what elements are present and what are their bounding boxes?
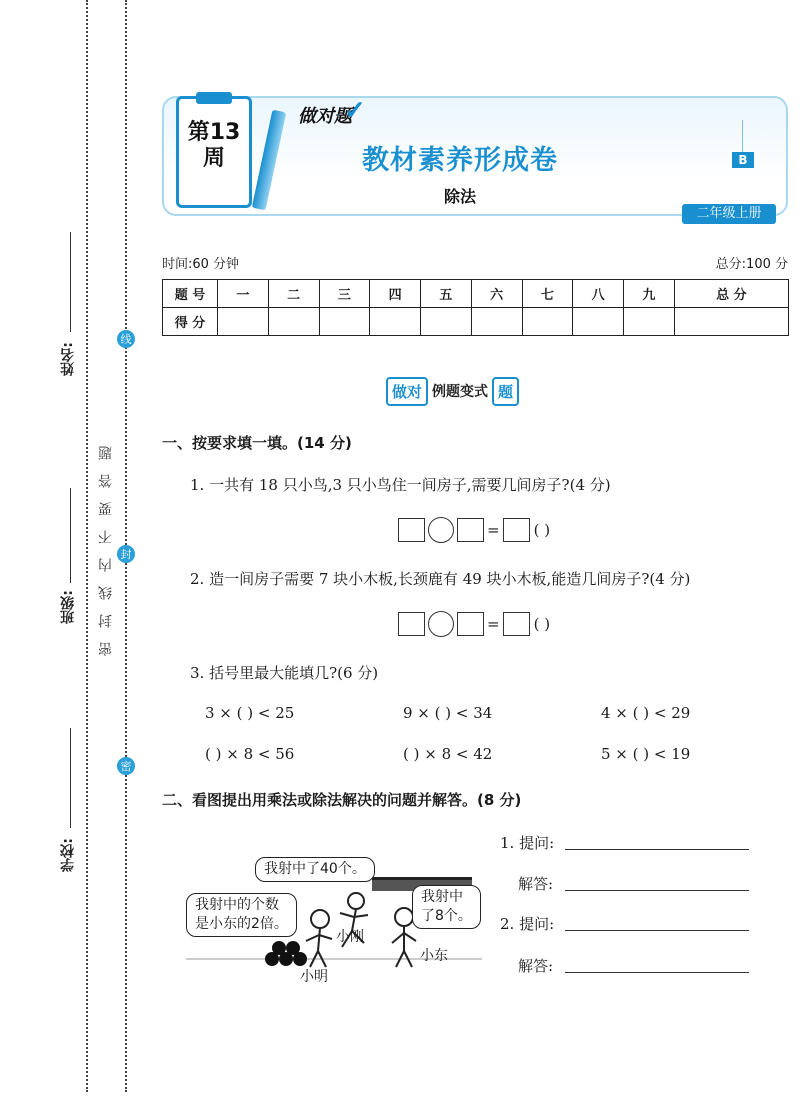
answer-label-2: 解答: (518, 957, 554, 975)
column-header: 五 (421, 280, 472, 308)
table-row (163, 308, 789, 336)
name-label: 姓名: (60, 342, 76, 376)
seal-mark-line: 线 (117, 330, 135, 348)
seal-note: 密封线内不要答题 (98, 432, 114, 656)
section-banner (386, 375, 519, 407)
inequality-item[interactable]: 9 × ( ) < 34 (403, 704, 493, 722)
ask-answer-line-2[interactable] (565, 930, 749, 931)
row-label-question-no: 题 号 (163, 280, 218, 308)
column-header: 八 (573, 280, 624, 308)
grade-badge: 二年级上册 (682, 204, 776, 224)
table-row (163, 280, 789, 308)
part2-heading: 二、看图提出用乘法或除法解决的问题并解答。(8 分) (162, 791, 522, 809)
check-icon: ✓ (344, 96, 366, 126)
answer-box[interactable] (457, 518, 484, 542)
bubble-dong-line2: 了8个。 (421, 908, 472, 924)
boy-ming-figure (306, 910, 332, 967)
clipboard-clip-icon (196, 92, 232, 104)
class-label: 班级: (60, 590, 76, 624)
level-badge: B (732, 152, 754, 168)
score-cell[interactable] (573, 308, 624, 336)
score-cell[interactable] (471, 308, 522, 336)
row-label-score: 得 分 (163, 308, 218, 336)
badge-string (742, 120, 743, 152)
bubble-ming-line1: 我射中的个数 (195, 897, 279, 913)
section-banner-right: 题 (492, 377, 519, 406)
week-label: 第13周 (187, 120, 241, 171)
bubble-dong-line1: 我射中 (421, 889, 463, 905)
column-header: 九 (624, 280, 675, 308)
column-header: 一 (218, 280, 269, 308)
section-banner-left: 做对 (386, 377, 428, 406)
balls-pile (265, 941, 307, 966)
answer-box[interactable] (398, 518, 425, 542)
page-title: 教材素养形成卷 (362, 145, 558, 176)
answer-box[interactable] (457, 612, 484, 636)
equals-sign: = (487, 521, 500, 539)
column-header: 二 (268, 280, 319, 308)
ask-label-1: 1. 提问: (500, 834, 555, 852)
column-header: 三 (319, 280, 370, 308)
bubble-ming-line2: 是小东的2倍。 (195, 916, 288, 932)
label-dong: 小东 (420, 948, 448, 964)
answer-box[interactable] (503, 518, 530, 542)
time-info: 时间:60 分钟 (162, 257, 240, 272)
question-2: 2. 造一间房子需要 7 块小木板,长颈鹿有 49 块小木板,能造几间房子?(4 分) (190, 570, 691, 588)
inequality-item[interactable]: 4 × ( ) < 29 (601, 704, 691, 722)
label-gang: 小刚 (336, 929, 364, 945)
speech-bubble-gang (255, 857, 375, 882)
seal-mark-seal: 封 (117, 545, 135, 563)
score-cell[interactable] (624, 308, 675, 336)
inequality-item[interactable]: 5 × ( ) < 19 (601, 745, 691, 763)
equation-row-2 (398, 611, 550, 637)
question-1: 1. 一共有 18 只小鸟,3 只小鸟住一间房子,需要几间房子?(4 分) (190, 476, 611, 494)
answer-box[interactable] (398, 612, 425, 636)
score-cell[interactable] (421, 308, 472, 336)
column-header: 七 (522, 280, 573, 308)
school-field[interactable] (70, 728, 71, 828)
unit-paren[interactable]: ( ) (533, 521, 551, 539)
score-cell[interactable] (370, 308, 421, 336)
answer-line-1[interactable] (565, 890, 749, 891)
question-3: 3. 括号里最大能填几?(6 分) (190, 664, 379, 682)
equals-sign: = (487, 615, 500, 633)
speech-bubble-ming (186, 893, 297, 937)
section-banner-middle: 例题变式 (432, 384, 489, 400)
operator-circle[interactable] (428, 611, 454, 637)
speech-bubble-dong (412, 885, 481, 929)
class-field[interactable] (70, 488, 71, 583)
score-cell-total[interactable] (674, 308, 788, 336)
total-score-info: 总分:100 分 (715, 257, 788, 272)
name-field[interactable] (70, 232, 71, 332)
operator-circle[interactable] (428, 517, 454, 543)
page-subtitle: 除法 (443, 187, 476, 206)
equation-row-1 (398, 517, 550, 543)
score-table (162, 279, 789, 336)
seal-mark-secret: 密 (117, 757, 135, 775)
column-header: 六 (471, 280, 522, 308)
school-label: 学校: (60, 838, 76, 872)
inequality-item[interactable]: ( ) × 8 < 56 (205, 745, 295, 763)
brand-logo: 做对题 (298, 106, 352, 127)
answer-label-1: 解答: (518, 875, 554, 893)
ask-label-2: 2. 提问: (500, 915, 555, 933)
answer-box[interactable] (503, 612, 530, 636)
score-cell[interactable] (522, 308, 573, 336)
ask-answer-line-1[interactable] (565, 849, 749, 850)
column-header-total: 总 分 (674, 280, 788, 308)
part1-heading: 一、按要求填一填。(14 分) (162, 434, 352, 452)
score-cell[interactable] (319, 308, 370, 336)
score-cell[interactable] (218, 308, 269, 336)
unit-paren[interactable]: ( ) (533, 615, 551, 633)
inequality-item[interactable]: ( ) × 8 < 42 (403, 745, 493, 763)
score-cell[interactable] (268, 308, 319, 336)
label-ming: 小明 (300, 969, 328, 985)
column-header: 四 (370, 280, 421, 308)
inequality-item[interactable]: 3 × ( ) < 25 (205, 704, 295, 722)
bubble-gang-text: 我射中了40个。 (264, 861, 366, 877)
answer-line-2[interactable] (565, 972, 749, 973)
binding-dotted-line-outer (86, 0, 88, 1092)
